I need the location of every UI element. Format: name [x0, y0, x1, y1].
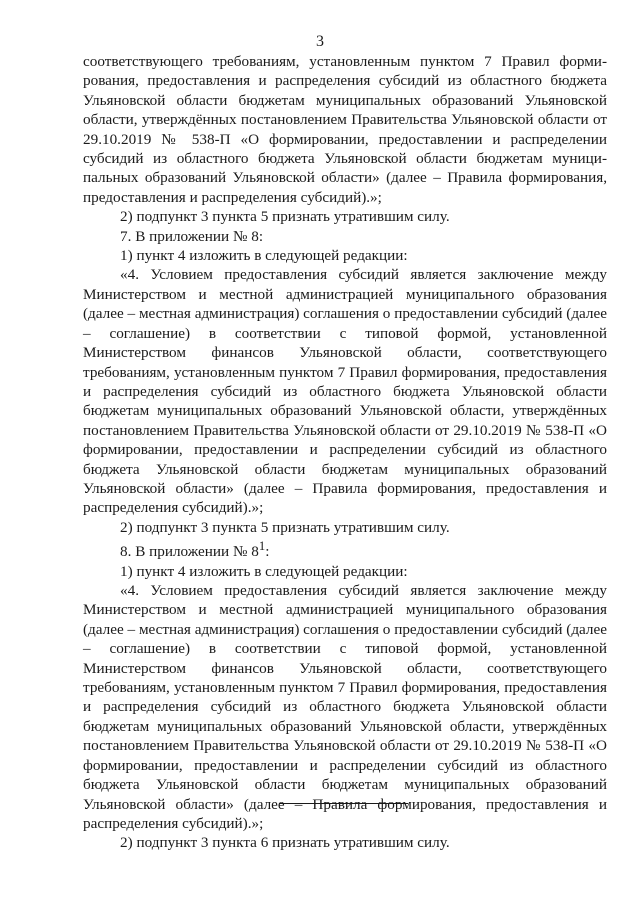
section-8-heading-text: 8. В приложении № 8: [120, 543, 259, 561]
paragraph-item-1-amend: 1) пункт 4 изложить в следующей редакции:: [120, 247, 408, 265]
paragraph-continuation: соответствующего требованиям, установленным пунктом 7 Правил формирования, предоставления и распределения субсидий из областного бюджета Ульяновской области бюджетам муниципальных образований Ульяновской области, утверждённых постановлением Правительства Ульяновской области от 29.10.2019 № 538-П «О формировании, предоставлении и распределении субсидий из областного бюджета Ульяновской области бюджетам муниципальных образований Ульяновской области» (далее – Правила формирования, предоставления и распределения субсидий).»;: [83, 53, 607, 206]
paragraph-item-2-repeal: 2) подпункт 3 пункта 6 признать утратившим силу.: [120, 834, 450, 852]
paragraph-item-1-amend: 1) пункт 4 изложить в следующей редакции:: [120, 562, 408, 580]
end-separator-line: [279, 803, 408, 804]
page-number: 3: [316, 33, 324, 50]
paragraph-section-7-heading: 7. В приложении № 8:: [120, 227, 264, 245]
document-body: [83, 52, 607, 853]
paragraph-clause-4-text: «4. Условием предоставления субсидий является заключение между Министерством и местной администрацией муниципального образования (далее – местная администрация) соглашения о предоставлении субсидий (далее – соглашение) в соответствии с типовой формой, установленной Министерством финансов Ульяновской области, соответствующего требованиям, установленным пунктом 7 Правил формирования, предоставления и распределения субсидий из областного бюджета Ульяновской области бюджетам муниципальных образований Ульяновской области, утверждённых постановлением Правительства Ульяновской области от 29.10.2019 № 538-П «О формировании, предоставлении и распределении субсидий из областного бюджета Ульяновской области бюджетам муниципальных образований Ульяновской области» (далее – Правила формирования, предоставления и распределения субсидий).»;: [83, 266, 607, 517]
paragraph-clause-4-text: «4. Условием предоставления субсидий является заключение между Министерством и местной администрацией муниципального образования (далее – местная администрация) соглашения о предоставлении субсидий (далее – соглашение) в соответствии с типовой формой, установленной Министерством финансов Ульяновской области, соответствующего требованиям, установленным пунктом 7 Правил формирования, предоставления и распределения субсидий из областного бюджета Ульяновской области бюджетам муниципальных образований Ульяновской области, утверждённых постановлением Правительства Ульяновской области от 29.10.2019 № 538-П «О формировании, предоставлении и распределении субсидий из областного бюджета Ульяновской области бюджетам муниципальных образований Ульяновской области» (далее – Правила формирования, предоставления и распределения субсидий).»;: [83, 582, 607, 832]
paragraph-item-2-repeal: 2) подпункт 3 пункта 5 признать утратившим силу.: [120, 518, 450, 536]
section-8-heading-colon: :: [265, 543, 270, 561]
section-8-superscript: 1: [258, 539, 266, 554]
paragraph-item-2-repeal: 2) подпункт 3 пункта 5 признать утратившим силу.: [120, 208, 450, 226]
paragraph-section-8-heading: [83, 537, 607, 561]
